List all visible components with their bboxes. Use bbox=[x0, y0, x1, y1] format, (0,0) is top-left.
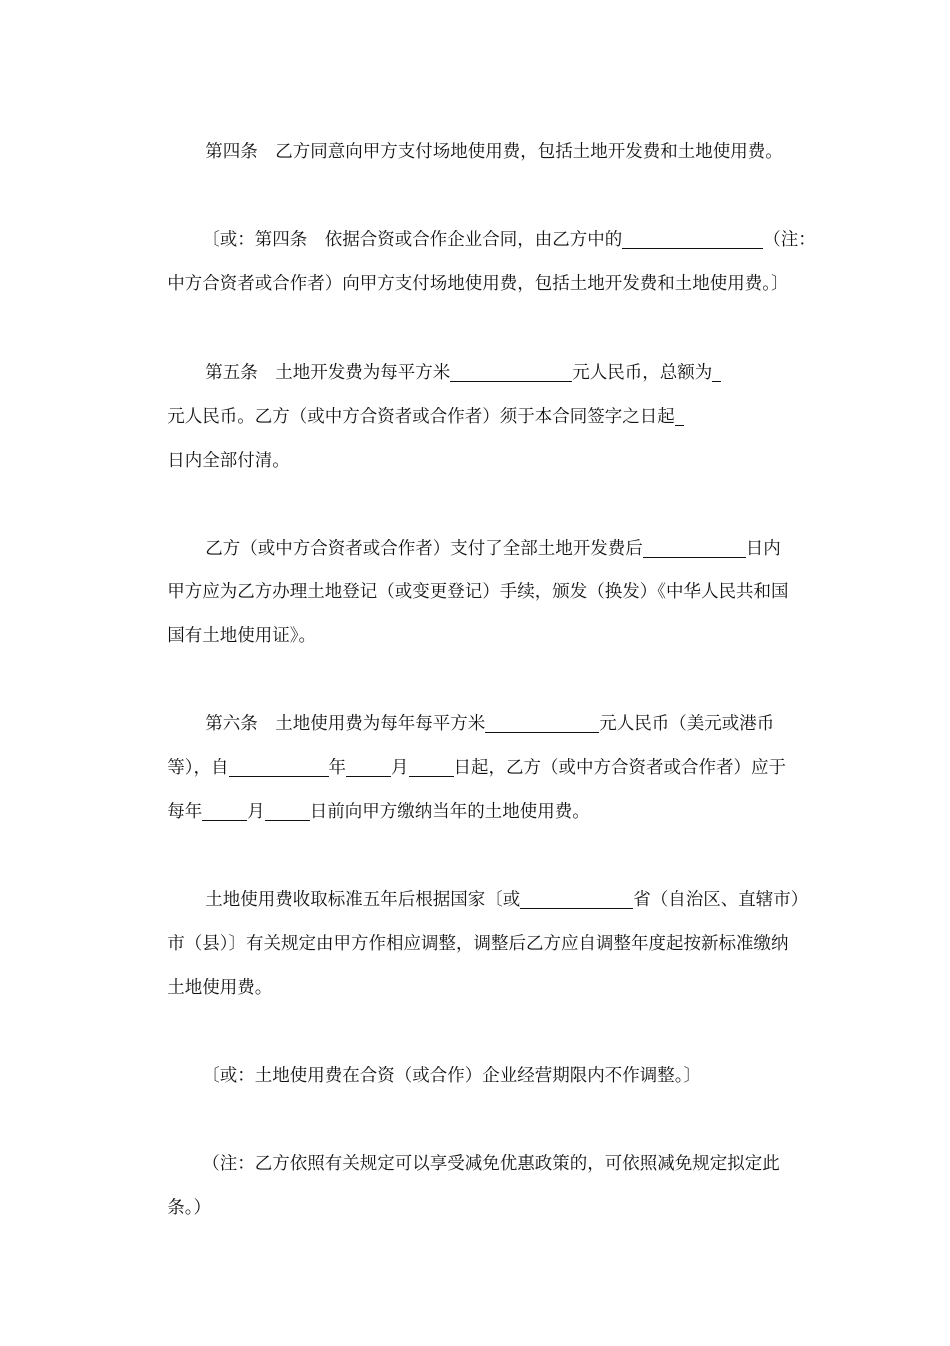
article-5-text-d: 日内全部付清。 bbox=[167, 451, 290, 471]
adjustment-text-c: 市（县）〕有关规定由甲方作相应调整，调整后乙方应自调整年度起按新标准缴纳 bbox=[167, 934, 789, 954]
alt-adjustment-text: 〔或：土地使用费在合资（或合作）企业经营期限内不作调整。〕 bbox=[202, 1066, 702, 1086]
article-6-text-i: 日前向甲方缴纳当年的土地使用费。 bbox=[309, 802, 590, 822]
blank-field bbox=[409, 757, 454, 777]
adjustment-text-a: 土地使用费收取标准五年后根据国家〔或 bbox=[205, 890, 521, 910]
article-4-line-1 bbox=[183, 116, 783, 162]
alt-article-4-text-c: 中方合资者或合作者）向甲方支付场地使用费，包括土地开发费和土地使用费。〕 bbox=[167, 274, 789, 294]
blank-field bbox=[450, 362, 572, 382]
article-6-text-b: 元人民币（美元或港币 bbox=[599, 714, 775, 734]
article-6-text-g: 每年 bbox=[167, 802, 203, 822]
article-4-text: 第四条 乙方同意向甲方支付场地使用费，包括土地开发费和土地使用费。 bbox=[205, 142, 783, 162]
note-line-1 bbox=[180, 1128, 780, 1174]
blank-field bbox=[229, 757, 329, 777]
alt-article-4-text-a: 〔或：第四条 依据合资或合作企业合同，由乙方中的 bbox=[202, 230, 623, 250]
article-5-line-3 bbox=[145, 425, 290, 471]
alt-article-4-line-1 bbox=[180, 204, 816, 250]
alt-adjustment-line-1 bbox=[180, 1040, 702, 1086]
registration-text-c: 甲方应为乙方办理土地登记（或变更登记）手续，颁发（换发）《中华人民共和国 bbox=[167, 582, 789, 602]
article-6-line-1 bbox=[183, 688, 775, 734]
article-6-text-c: 等），自 bbox=[167, 758, 229, 778]
registration-line-1 bbox=[183, 513, 781, 559]
registration-text-d: 国有土地使用证》。 bbox=[167, 626, 317, 646]
article-5-text-a: 第五条 土地开发费为每平方米 bbox=[205, 363, 451, 383]
article-5-text-b: 元人民币，总额为 bbox=[572, 363, 713, 383]
blank-field bbox=[675, 406, 684, 426]
article-5-text-c: 元人民币。乙方（或中方合资者或合作者）须于本合同签字之日起 bbox=[167, 407, 675, 427]
article-6-line-2 bbox=[145, 732, 787, 778]
article-6-line-3 bbox=[145, 776, 590, 822]
blank-field bbox=[265, 801, 310, 821]
adjustment-line-1 bbox=[183, 864, 809, 910]
note-line-2 bbox=[145, 1172, 212, 1218]
article-6-text-h: 月 bbox=[247, 802, 265, 822]
registration-text-b: 日内 bbox=[745, 539, 781, 559]
alt-article-4-line-2 bbox=[145, 248, 789, 294]
article-5-line-1 bbox=[183, 337, 721, 383]
blank-field bbox=[485, 713, 599, 733]
registration-line-3 bbox=[145, 600, 317, 646]
adjustment-text-d: 土地使用费。 bbox=[167, 978, 273, 998]
blank-field bbox=[712, 362, 721, 382]
note-text-b: 条。） bbox=[167, 1198, 212, 1218]
article-6-text-d: 年 bbox=[328, 758, 347, 778]
registration-text-a: 乙方（或中方合资者或合作者）支付了全部土地开发费后 bbox=[205, 539, 643, 559]
alt-article-4-text-b: （注： bbox=[763, 230, 816, 250]
blank-field bbox=[520, 889, 633, 909]
article-5-line-2 bbox=[145, 381, 684, 427]
adjustment-text-b: 省（自治区、直辖市） bbox=[633, 890, 809, 910]
adjustment-line-3 bbox=[145, 952, 273, 998]
article-6-text-e: 月 bbox=[391, 758, 409, 778]
adjustment-line-2 bbox=[145, 908, 789, 954]
blank-field bbox=[622, 229, 763, 249]
article-6-text-a: 第六条 土地使用费为每年每平方米 bbox=[205, 714, 486, 734]
blank-field bbox=[202, 801, 247, 821]
blank-field bbox=[346, 757, 391, 777]
blank-field bbox=[643, 538, 746, 558]
note-text-a: （注：乙方依照有关规定可以享受减免优惠政策的，可依照减免规定拟定此 bbox=[202, 1154, 780, 1174]
article-6-text-f: 日起，乙方（或中方合资者或合作者）应于 bbox=[453, 758, 787, 778]
registration-line-2 bbox=[145, 556, 789, 602]
